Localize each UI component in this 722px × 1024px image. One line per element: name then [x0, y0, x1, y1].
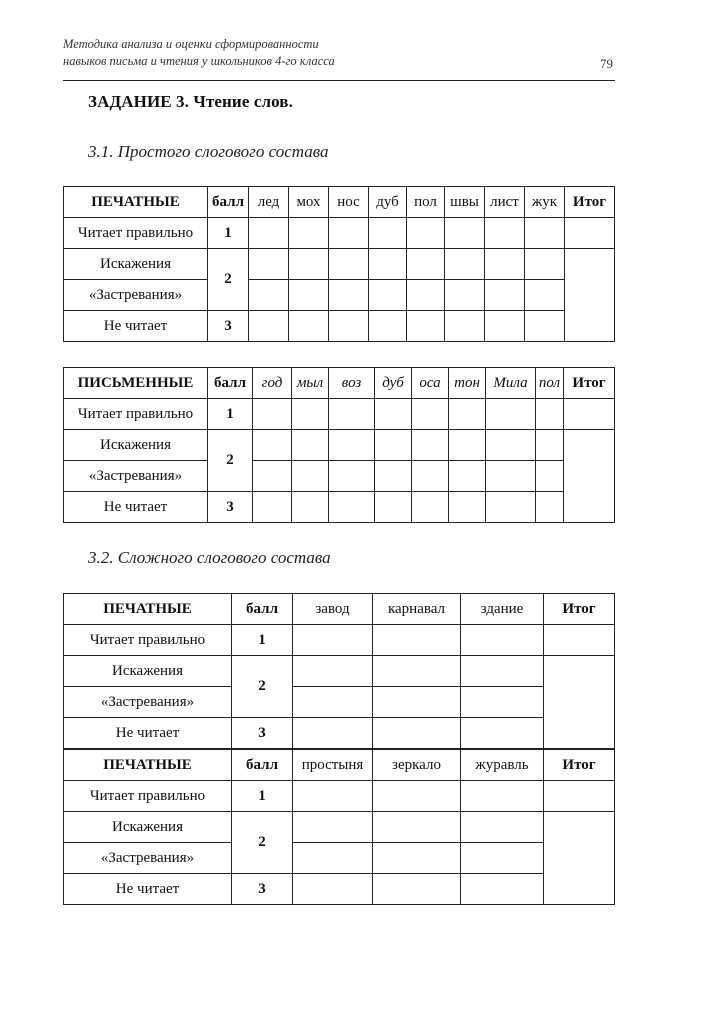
table-row: [64, 656, 615, 687]
total-cell[interactable]: [544, 656, 615, 750]
blank-cell[interactable]: [445, 280, 485, 311]
blank-cell[interactable]: [293, 812, 373, 843]
blank-cell[interactable]: [329, 399, 375, 430]
row-label: Искажения: [64, 430, 208, 461]
task-number: ЗАДАНИЕ 3.: [88, 92, 190, 111]
blank-cell[interactable]: [373, 781, 461, 812]
blank-cell[interactable]: [289, 218, 329, 249]
table-heading: ПЕЧАТНЫЕ: [64, 187, 208, 218]
blank-cell[interactable]: [412, 399, 449, 430]
word-header: год: [253, 368, 292, 399]
printed-simple-table: [63, 186, 615, 342]
blank-cell[interactable]: [461, 718, 544, 750]
table-row: [64, 218, 615, 249]
blank-cell[interactable]: [486, 492, 536, 523]
blank-cell[interactable]: [536, 461, 564, 492]
blank-cell[interactable]: [293, 874, 373, 905]
blank-cell[interactable]: [369, 249, 407, 280]
blank-cell[interactable]: [249, 249, 289, 280]
table-header-row: [64, 594, 615, 625]
score-value: 1: [208, 218, 249, 249]
blank-cell[interactable]: [445, 249, 485, 280]
blank-cell[interactable]: [292, 399, 329, 430]
blank-cell[interactable]: [292, 492, 329, 523]
blank-cell[interactable]: [525, 311, 565, 342]
blank-cell[interactable]: [445, 311, 485, 342]
score-value: 1: [232, 781, 293, 812]
blank-cell[interactable]: [293, 625, 373, 656]
table-row: [64, 311, 615, 342]
blank-cell[interactable]: [461, 874, 544, 905]
blank-cell[interactable]: [329, 492, 375, 523]
row-label: Искажения: [64, 656, 232, 687]
blank-cell[interactable]: [329, 249, 369, 280]
blank-cell[interactable]: [375, 461, 412, 492]
word-header: дуб: [375, 368, 412, 399]
row-label: Читает правильно: [64, 625, 232, 656]
row-label: «Застревания»: [64, 687, 232, 718]
score-value: 1: [232, 625, 293, 656]
page-number: 79: [600, 56, 613, 71]
handwritten-simple-table: [63, 367, 615, 523]
word-header: здание: [461, 594, 544, 625]
row-label: Искажения: [64, 812, 232, 843]
blank-cell[interactable]: [461, 843, 544, 874]
blank-cell[interactable]: [293, 656, 373, 687]
blank-cell[interactable]: [536, 430, 564, 461]
score-value: 2: [208, 430, 253, 492]
task-title: [88, 92, 293, 112]
blank-cell[interactable]: [369, 311, 407, 342]
table-row: [64, 843, 615, 874]
blank-cell[interactable]: [486, 430, 536, 461]
row-label: Не читает: [64, 492, 208, 523]
total-column-header: Итог: [544, 749, 615, 781]
blank-cell[interactable]: [293, 781, 373, 812]
table-row: [64, 718, 615, 750]
blank-cell[interactable]: [525, 218, 565, 249]
word-header: лед: [249, 187, 289, 218]
blank-cell[interactable]: [449, 492, 486, 523]
word-header: жук: [525, 187, 565, 218]
task-name: Чтение слов.: [189, 92, 293, 111]
blank-cell[interactable]: [375, 399, 412, 430]
total-column-header: Итог: [544, 594, 615, 625]
table-row: [64, 812, 615, 843]
blank-cell[interactable]: [565, 218, 615, 249]
word-header: воз: [329, 368, 375, 399]
score-value: 1: [208, 399, 253, 430]
blank-cell[interactable]: [249, 311, 289, 342]
total-cell[interactable]: [544, 812, 615, 905]
blank-cell[interactable]: [253, 492, 292, 523]
blank-cell[interactable]: [461, 687, 544, 718]
total-cell[interactable]: [565, 249, 615, 342]
blank-cell[interactable]: [329, 311, 369, 342]
blank-cell[interactable]: [249, 280, 289, 311]
table-row: [64, 280, 615, 311]
row-label: Не читает: [64, 311, 208, 342]
blank-cell[interactable]: [249, 218, 289, 249]
blank-cell[interactable]: [407, 249, 445, 280]
table-heading: ПЕЧАТНЫЕ: [64, 594, 232, 625]
blank-cell[interactable]: [536, 492, 564, 523]
score-column-header: балл: [232, 749, 293, 781]
blank-cell[interactable]: [293, 843, 373, 874]
score-value: 3: [232, 874, 293, 905]
blank-cell[interactable]: [253, 430, 292, 461]
printed-complex-table: [63, 593, 615, 905]
running-title: [63, 36, 335, 70]
blank-cell[interactable]: [329, 280, 369, 311]
table-row: [64, 430, 615, 461]
word-header: дуб: [369, 187, 407, 218]
score-column-header: балл: [208, 187, 249, 218]
blank-cell[interactable]: [525, 249, 565, 280]
score-value: 3: [232, 718, 293, 750]
blank-cell[interactable]: [253, 399, 292, 430]
blank-cell[interactable]: [412, 430, 449, 461]
word-header: мыл: [292, 368, 329, 399]
section-title-simple: 3.1. Простого слогового состава: [88, 142, 329, 161]
blank-cell[interactable]: [369, 280, 407, 311]
word-header: пол: [536, 368, 564, 399]
table-heading: ПИСЬМЕННЫЕ: [64, 368, 208, 399]
blank-cell[interactable]: [445, 218, 485, 249]
blank-cell[interactable]: [289, 280, 329, 311]
score-value: 3: [208, 311, 249, 342]
page-header: [63, 36, 615, 80]
blank-cell[interactable]: [293, 687, 373, 718]
row-label: «Застревания»: [64, 461, 208, 492]
word-header: журавль: [461, 749, 544, 781]
blank-cell[interactable]: [449, 461, 486, 492]
score-value: 2: [208, 249, 249, 311]
row-label: Читает правильно: [64, 218, 208, 249]
row-label: Читает правильно: [64, 781, 232, 812]
blank-cell[interactable]: [485, 311, 525, 342]
blank-cell[interactable]: [253, 461, 292, 492]
header-divider: [63, 80, 615, 81]
row-label: Читает правильно: [64, 399, 208, 430]
table-header-row: [64, 187, 615, 218]
word-header: зеркало: [373, 749, 461, 781]
blank-cell[interactable]: [375, 492, 412, 523]
running-title-line-2: навыков письма и чтения у школьников 4-го класса: [63, 54, 335, 68]
blank-cell[interactable]: [375, 430, 412, 461]
blank-cell[interactable]: [293, 718, 373, 750]
blank-cell[interactable]: [449, 430, 486, 461]
word-header: завод: [293, 594, 373, 625]
blank-cell[interactable]: [292, 461, 329, 492]
blank-cell[interactable]: [486, 461, 536, 492]
blank-cell[interactable]: [485, 218, 525, 249]
blank-cell[interactable]: [373, 874, 461, 905]
blank-cell[interactable]: [407, 218, 445, 249]
table-row: [64, 874, 615, 905]
row-label: Не читает: [64, 718, 232, 750]
blank-cell[interactable]: [289, 249, 329, 280]
table-header-row: [64, 749, 615, 781]
blank-cell[interactable]: [373, 812, 461, 843]
table-row: [64, 249, 615, 280]
word-header: карнавал: [373, 594, 461, 625]
word-header: Мила: [486, 368, 536, 399]
blank-cell[interactable]: [329, 430, 375, 461]
blank-cell[interactable]: [485, 249, 525, 280]
blank-cell[interactable]: [292, 430, 329, 461]
word-header: тон: [449, 368, 486, 399]
blank-cell[interactable]: [525, 280, 565, 311]
table-row: [64, 492, 615, 523]
blank-cell[interactable]: [373, 718, 461, 750]
table-row: [64, 625, 615, 656]
blank-cell[interactable]: [485, 280, 525, 311]
total-cell[interactable]: [564, 430, 615, 523]
score-value: 2: [232, 656, 293, 718]
total-column-header: Итог: [565, 187, 615, 218]
blank-cell[interactable]: [407, 311, 445, 342]
word-header: оса: [412, 368, 449, 399]
running-title-line-1: Методика анализа и оценки сформированности: [63, 37, 319, 51]
blank-cell[interactable]: [289, 311, 329, 342]
blank-cell[interactable]: [369, 218, 407, 249]
row-label: «Застревания»: [64, 280, 208, 311]
row-label: «Застревания»: [64, 843, 232, 874]
blank-cell[interactable]: [329, 461, 375, 492]
score-column-header: балл: [208, 368, 253, 399]
blank-cell[interactable]: [373, 843, 461, 874]
blank-cell[interactable]: [373, 625, 461, 656]
total-column-header: Итог: [564, 368, 615, 399]
blank-cell[interactable]: [536, 399, 564, 430]
score-value: 3: [208, 492, 253, 523]
blank-cell[interactable]: [461, 656, 544, 687]
blank-cell[interactable]: [486, 399, 536, 430]
blank-cell[interactable]: [461, 812, 544, 843]
blank-cell[interactable]: [407, 280, 445, 311]
table-row: [64, 781, 615, 812]
blank-cell[interactable]: [544, 781, 615, 812]
word-header: нос: [329, 187, 369, 218]
blank-cell[interactable]: [329, 218, 369, 249]
blank-cell[interactable]: [461, 781, 544, 812]
word-header: швы: [445, 187, 485, 218]
blank-cell[interactable]: [373, 656, 461, 687]
section-title-complex: 3.2. Сложного слогового состава: [88, 548, 331, 567]
word-header: лист: [485, 187, 525, 218]
table-row: [64, 461, 615, 492]
row-label: Искажения: [64, 249, 208, 280]
blank-cell[interactable]: [564, 399, 615, 430]
word-header: пол: [407, 187, 445, 218]
blank-cell[interactable]: [449, 399, 486, 430]
table-heading: ПЕЧАТНЫЕ: [64, 749, 232, 781]
blank-cell[interactable]: [461, 625, 544, 656]
score-value: 2: [232, 812, 293, 874]
table-header-row: [64, 368, 615, 399]
blank-cell[interactable]: [373, 687, 461, 718]
blank-cell[interactable]: [412, 461, 449, 492]
word-header: мох: [289, 187, 329, 218]
table-row: [64, 687, 615, 718]
table-row: [64, 399, 615, 430]
row-label: Не читает: [64, 874, 232, 905]
score-column-header: балл: [232, 594, 293, 625]
blank-cell[interactable]: [544, 625, 615, 656]
word-header: простыня: [293, 749, 373, 781]
blank-cell[interactable]: [412, 492, 449, 523]
